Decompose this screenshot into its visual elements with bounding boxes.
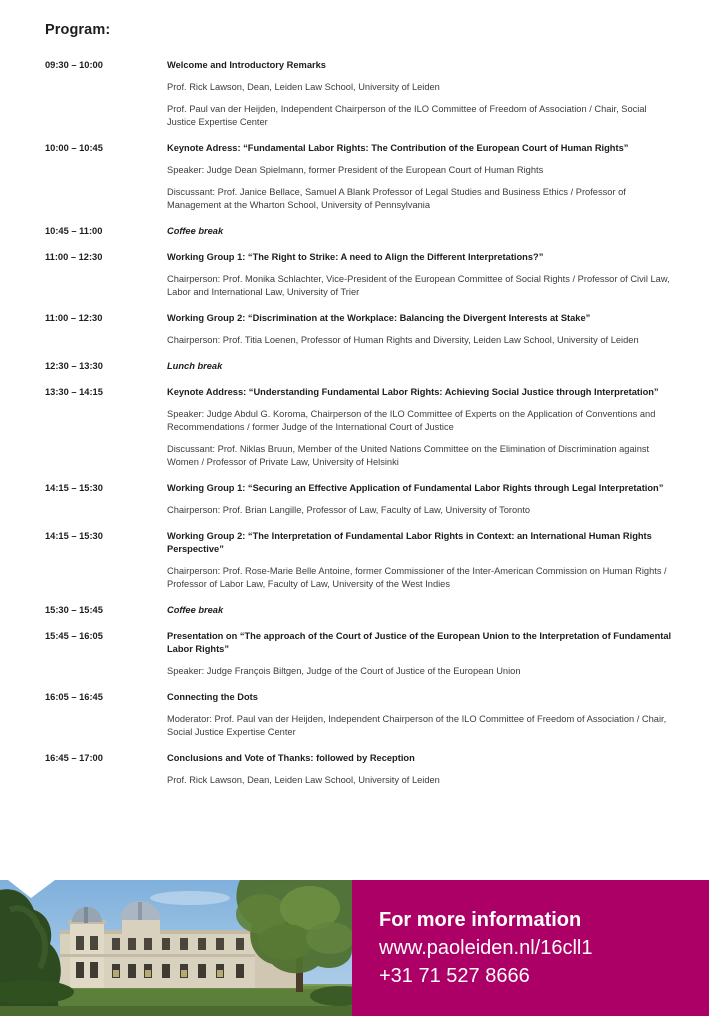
session-content [167, 482, 677, 517]
session-title: Working Group 2: “The Interpretation of Fundamental Labor Rights in Context: an International Human Rights Perspective” [167, 531, 652, 554]
session-content [167, 360, 677, 373]
session-title: Working Group 1: “The Right to Strike: A need to Align the Different Interpretations?” [167, 252, 544, 262]
schedule-row [45, 312, 679, 347]
leiden-observatory-photo [0, 880, 352, 1016]
session-content [167, 225, 677, 238]
schedule [45, 59, 679, 787]
time-range: 12:30 – 13:30 [45, 361, 103, 371]
time-range: 15:30 – 15:45 [45, 605, 103, 615]
session-title: Keynote Adress: “Fundamental Labor Rights: The Contribution of the European Court of Human Rights” [167, 143, 629, 153]
session-title: Working Group 1: “Securing an Effective Application of Fundamental Labor Rights through Legal Interpretation” [167, 483, 664, 493]
time-range: 16:45 – 17:00 [45, 753, 103, 763]
time-range: 14:15 – 15:30 [45, 531, 103, 541]
session-detail: Prof. Rick Lawson, Dean, Leiden Law School, University of Leiden [167, 775, 440, 785]
time-range: 14:15 – 15:30 [45, 483, 103, 493]
time-range: 15:45 – 16:05 [45, 631, 103, 641]
time-range: 11:00 – 12:30 [45, 252, 103, 262]
session-content [167, 312, 677, 347]
session-content [167, 386, 677, 469]
session-detail: Chairperson: Prof. Brian Langille, Professor of Law, Faculty of Law, University of Toronto [167, 505, 531, 515]
session-content [167, 630, 677, 678]
time-range: 13:30 – 14:15 [45, 387, 103, 397]
schedule-row [45, 360, 679, 373]
session-detail: Chairperson: Prof. Rose-Marie Belle Antoine, former Commissioner of the Inter-American Commission on Human Rights / Professor of Labor Law, Faculty of Law, University of the West Indies [167, 566, 667, 589]
session-detail: Moderator: Prof. Paul van der Heijden, Independent Chairperson of the ILO Committee of Freedom of Association / Chair, Social Justice Expertise Center [167, 714, 667, 737]
session-title: Working Group 2: “Discrimination at the Workplace: Balancing the Divergent Interests at Stake” [167, 313, 591, 323]
session-detail: Chairperson: Prof. Monika Schlachter, Vice-President of the European Committee of Social Rights / Professor of Civil Law, Labor and International Law, University of Trier [167, 274, 670, 297]
schedule-row [45, 251, 679, 299]
session-detail: Speaker: Judge Dean Spielmann, former President of the European Court of Human Rights [167, 165, 544, 175]
session-detail: Prof. Paul van der Heijden, Independent Chairperson of the ILO Committee of Freedom of Association / Chair, Social Justice Expertise Center [167, 104, 647, 127]
schedule-row [45, 142, 679, 212]
session-content [167, 251, 677, 299]
schedule-row [45, 752, 679, 787]
session-detail: Chairperson: Prof. Titia Loenen, Professor of Human Rights and Diversity, Leiden Law School, University of Leiden [167, 335, 639, 345]
session-detail: Discussant: Prof. Janice Bellace, Samuel A Blank Professor of Legal Studies and Business Ethics / Professor of Management at the Wharton School, University of Pennsylvania [167, 187, 626, 210]
info-heading: For more information [379, 909, 582, 931]
session-detail: Discussant: Prof. Niklas Bruun, Member of the United Nations Committee on the Elimination of Discrimination against Women / Professor of Private Law, University of Helsinki [167, 444, 650, 467]
session-title: Connecting the Dots [167, 692, 258, 702]
footer [0, 880, 709, 1016]
schedule-row [45, 691, 679, 739]
time-range: 11:00 – 12:30 [45, 313, 103, 323]
schedule-row [45, 630, 679, 678]
schedule-row [45, 386, 679, 469]
schedule-row [45, 59, 679, 129]
session-detail: Prof. Rick Lawson, Dean, Leiden Law School, University of Leiden [167, 82, 440, 92]
schedule-row [45, 530, 679, 591]
time-range: 16:05 – 16:45 [45, 692, 103, 702]
break-label: Coffee break [167, 605, 224, 615]
page-title: Program: [45, 22, 111, 38]
session-title: Keynote Address: “Understanding Fundamental Labor Rights: Achieving Social Justice through Interpretation” [167, 387, 659, 397]
session-content [167, 59, 677, 129]
info-url[interactable]: www.paoleiden.nl/16cll1 [379, 937, 593, 959]
session-title: Welcome and Introductory Remarks [167, 60, 326, 70]
session-title: Conclusions and Vote of Thanks: followed by Reception [167, 753, 415, 763]
session-content [167, 604, 677, 617]
session-content [167, 691, 677, 739]
break-label: Coffee break [167, 226, 224, 236]
schedule-row [45, 225, 679, 238]
schedule-row [45, 482, 679, 517]
schedule-row [45, 604, 679, 617]
session-content [167, 752, 677, 787]
break-label: Lunch break [167, 361, 223, 371]
time-range: 09:30 – 10:00 [45, 60, 103, 70]
session-detail: Speaker: Judge François Biltgen, Judge of the Court of Justice of the European Union [167, 666, 521, 676]
time-range: 10:45 – 11:00 [45, 226, 103, 236]
session-content [167, 142, 677, 212]
session-content [167, 530, 677, 591]
info-phone: +31 71 527 8666 [379, 965, 530, 987]
info-panel [352, 880, 709, 1016]
session-title: Presentation on “The approach of the Court of Justice of the European Union to the Interpretation of Fundamental Labor Rights” [167, 631, 672, 654]
session-detail: Speaker: Judge Abdul G. Koroma, Chairperson of the ILO Committee of Experts on the Application of Conventions and Recommendations / former Judge of the International Court of Justice [167, 409, 656, 432]
observatory-photo-illustration [0, 880, 352, 1016]
time-range: 10:00 – 10:45 [45, 143, 103, 153]
